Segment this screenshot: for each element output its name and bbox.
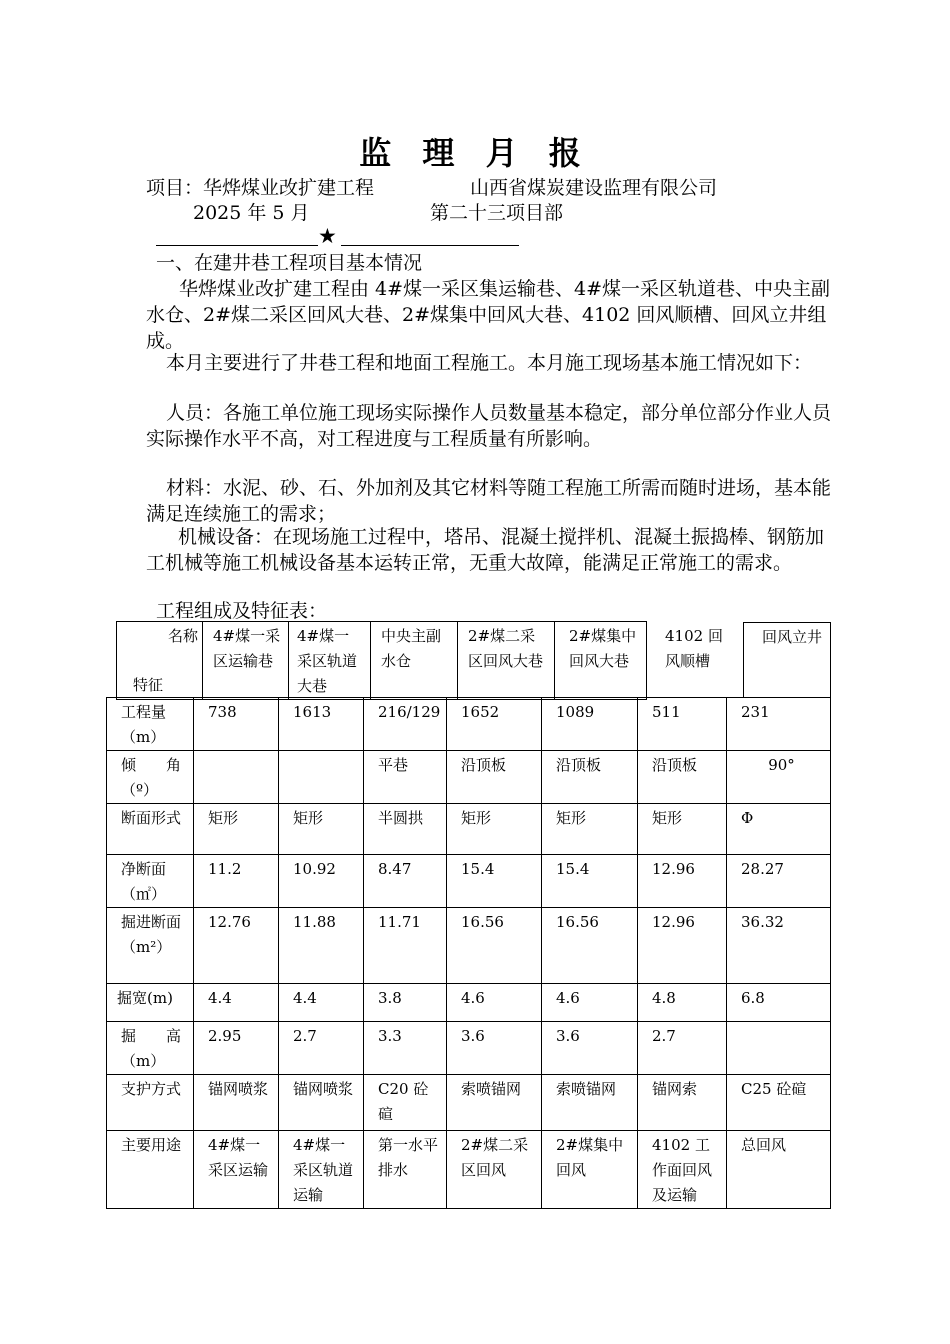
company-name: 山西省煤炭建设监理有限公司 xyxy=(470,177,718,199)
report-title: 监 理 月 报 xyxy=(359,134,591,172)
table-cell: 12.96 xyxy=(638,908,727,984)
table-row xyxy=(107,908,831,984)
table-cell: 2#煤集中回风 xyxy=(542,1131,638,1209)
table-cell: 6.8 xyxy=(727,984,831,1022)
table-cell xyxy=(279,751,364,804)
corner-label-feature: 特征 xyxy=(133,676,164,694)
table-cell: 16.56 xyxy=(447,908,542,984)
table-cell: 11.2 xyxy=(194,855,279,908)
row-label: 支护方式 xyxy=(107,1075,194,1131)
table-cell: 2#煤二采区回风 xyxy=(447,1131,542,1209)
table-cell: 738 xyxy=(194,698,279,751)
table-cell: 1613 xyxy=(279,698,364,751)
table-row xyxy=(107,1131,831,1209)
paragraph-summary: 本月主要进行了井巷工程和地面工程施工。本月施工现场基本施工情况如下： xyxy=(166,352,813,374)
table-cell: 12.76 xyxy=(194,908,279,984)
table-cell: 231 xyxy=(727,698,831,751)
column-header: 2#煤集中回风大巷 xyxy=(555,622,647,700)
table-cell: 4#煤一采区轨道运输 xyxy=(279,1131,364,1209)
divider-left xyxy=(156,245,318,246)
header-corner-cell xyxy=(117,622,203,700)
table-cell: 4.8 xyxy=(638,984,727,1022)
table-cell: 2.7 xyxy=(638,1022,727,1075)
table-cell xyxy=(727,1022,831,1075)
table-cell: 4102 工作面回风及运输 xyxy=(638,1131,727,1209)
paragraph-machinery: 机械设备：在现场施工过程中，塔吊、混凝土搅拌机、混凝土振捣棒、钢筋加工机械等施工机械设备基本运转正常，无重大故障，能满足正常施工的需求。 xyxy=(146,526,825,574)
table-row xyxy=(107,984,831,1022)
table-cell: 90° xyxy=(727,751,831,804)
table-cell: 索喷锚网 xyxy=(447,1075,542,1131)
row-label: 断面形式 xyxy=(107,804,194,855)
column-header: 回风立井 xyxy=(744,622,831,697)
table-cell: 3.3 xyxy=(364,1022,447,1075)
table-cell: 总回风 xyxy=(727,1131,831,1209)
table-cell: 锚网索 xyxy=(638,1075,727,1131)
column-header: 4#煤一采区轨道大巷 xyxy=(289,622,371,700)
table-cell: 沿顶板 xyxy=(447,751,542,804)
table-cell: 15.4 xyxy=(447,855,542,908)
table-cell: 第一水平排水 xyxy=(364,1131,447,1209)
table-cell: 矩形 xyxy=(638,804,727,855)
department-name: 第二十三项目部 xyxy=(430,202,564,224)
star-icon: ★ xyxy=(318,224,337,248)
table-cell: 511 xyxy=(638,698,727,751)
column-header: 2#煤二采区回风大巷 xyxy=(458,622,555,700)
corner-label-name: 名称 xyxy=(167,627,198,645)
table-row xyxy=(107,751,831,804)
table-cell: 15.4 xyxy=(542,855,638,908)
table-row xyxy=(107,1075,831,1131)
table-cell: 沿顶板 xyxy=(542,751,638,804)
table-row xyxy=(107,698,831,751)
table-cell: 矩形 xyxy=(447,804,542,855)
table-cell: C25 砼碹 xyxy=(727,1075,831,1131)
paragraph-composition: 华烨煤业改扩建工程由 4#煤一采区集运输巷、4#煤一采区轨道巷、中央主副水仓、2#煤二采区回风大巷、2#煤集中回风大巷、4102 回风顺槽、回风立井组成。 xyxy=(146,278,831,352)
table-cell: 16.56 xyxy=(542,908,638,984)
header-split-table xyxy=(647,622,831,698)
column-header: 中央主副水仓 xyxy=(371,622,458,700)
table-cell: 1089 xyxy=(542,698,638,751)
table-cell: 8.47 xyxy=(364,855,447,908)
table-cell: 矩形 xyxy=(542,804,638,855)
row-label: 工程量（m） xyxy=(107,698,194,751)
row-label: 主要用途 xyxy=(107,1131,194,1209)
paragraph-materials: 材料：水泥、砂、石、外加剂及其它材料等随工程施工所需而随时进场，基本能满足连续施工的需求； xyxy=(146,477,832,525)
table-cell: 11.88 xyxy=(279,908,364,984)
table-cell: 216/129 xyxy=(364,698,447,751)
table-cell: 索喷锚网 xyxy=(542,1075,638,1131)
table-cell: 锚网喷浆 xyxy=(279,1075,364,1131)
table-cell: C20 砼碹 xyxy=(364,1075,447,1131)
table-cell: 2.7 xyxy=(279,1022,364,1075)
table-cell: 沿顶板 xyxy=(638,751,727,804)
row-label: 掘进断面（m²） xyxy=(107,908,194,984)
table-cell: 锚网喷浆 xyxy=(194,1075,279,1131)
table-row xyxy=(107,804,831,855)
table-header xyxy=(116,621,831,700)
table-cell: 4.6 xyxy=(542,984,638,1022)
table-cell: 2.95 xyxy=(194,1022,279,1075)
row-label: 净断面（㎡） xyxy=(107,855,194,908)
table-caption: 工程组成及特征表： xyxy=(156,600,328,622)
table-cell: 3.6 xyxy=(542,1022,638,1075)
table-cell: 36.32 xyxy=(727,908,831,984)
row-label: 掘宽(m) xyxy=(107,984,194,1022)
table-cell: 4.6 xyxy=(447,984,542,1022)
table-cell: 10.92 xyxy=(279,855,364,908)
table-row xyxy=(107,1022,831,1075)
header-split xyxy=(647,622,831,700)
table-cell: 平巷 xyxy=(364,751,447,804)
project-name: 项目：华烨煤业改扩建工程 xyxy=(146,177,375,199)
table-cell: 3.6 xyxy=(447,1022,542,1075)
table-cell: 4#煤一采区运输 xyxy=(194,1131,279,1209)
row-label: 掘 高（m） xyxy=(107,1022,194,1075)
column-header: 4102 回风顺槽 xyxy=(647,622,744,697)
table-cell xyxy=(194,751,279,804)
table-cell: 28.27 xyxy=(727,855,831,908)
table-cell: 矩形 xyxy=(279,804,364,855)
paragraph-personnel: 人员：各施工单位施工现场实际操作人员数量基本稳定，部分单位部分作业人员实际操作水平不高，对工程进度与工程质量有所影响。 xyxy=(146,402,832,450)
table-cell: 12.96 xyxy=(638,855,727,908)
column-header: 4#煤一采区运输巷 xyxy=(203,622,289,700)
table-cell: 半圆拱 xyxy=(364,804,447,855)
table-cell: 4.4 xyxy=(194,984,279,1022)
section-heading: 一、在建井巷工程项目基本情况 xyxy=(156,252,423,274)
report-date: 2025 年 5 月 xyxy=(193,202,310,224)
table-cell: 4.4 xyxy=(279,984,364,1022)
table-row xyxy=(107,855,831,908)
table-cell: 矩形 xyxy=(194,804,279,855)
table-cell: 11.71 xyxy=(364,908,447,984)
row-label: 倾 角（º） xyxy=(107,751,194,804)
table-cell: Φ xyxy=(727,804,831,855)
table-cell: 1652 xyxy=(447,698,542,751)
table-cell: 3.8 xyxy=(364,984,447,1022)
divider-right xyxy=(341,245,519,246)
features-table xyxy=(106,697,831,1209)
